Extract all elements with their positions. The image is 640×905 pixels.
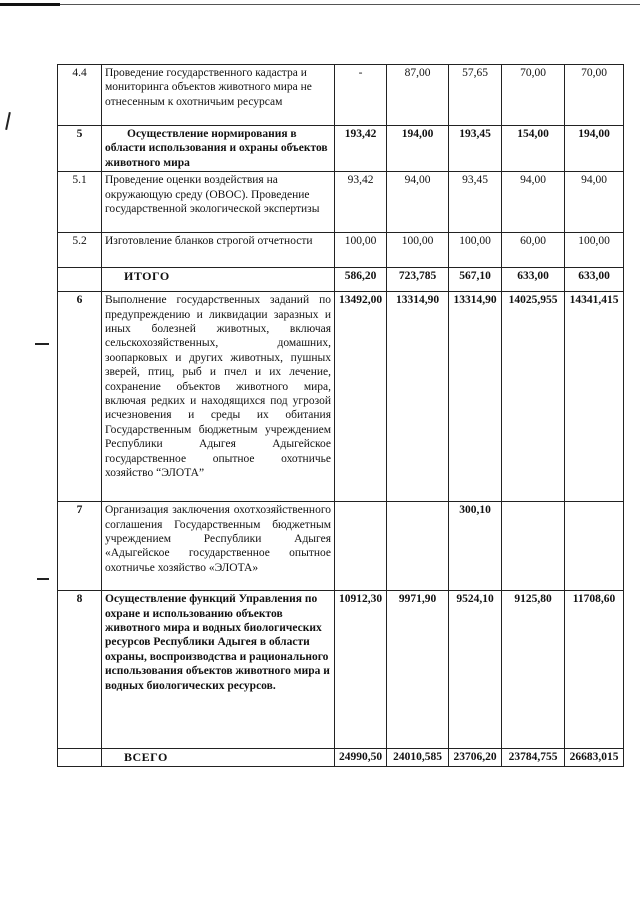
value-cell: 194,00 (565, 126, 624, 172)
value-cell: 70,00 (502, 65, 565, 126)
value-cell: 586,20 (335, 268, 387, 292)
row-description: Осуществление функций Управления по охране и использованию объектов животного мира и водных биологических ресурсов Республики Адыгея в области охраны, воспроизводства и рационального использования объектов животного мира и водных биологических ресурсов. (102, 591, 335, 749)
value-cell: 194,00 (387, 126, 449, 172)
value-cell: 193,45 (449, 126, 502, 172)
table-row (58, 172, 624, 233)
table-row (58, 292, 624, 502)
subtotal-row (58, 268, 624, 292)
value-cell: 26683,015 (565, 749, 624, 766)
value-cell: 13314,90 (449, 292, 502, 502)
value-cell: 93,42 (335, 172, 387, 233)
value-cell: 154,00 (502, 126, 565, 172)
scan-top-rule (0, 3, 60, 6)
value-cell: 9524,10 (449, 591, 502, 749)
value-cell: 94,00 (502, 172, 565, 233)
row-code (58, 268, 102, 292)
value-cell: 93,45 (449, 172, 502, 233)
value-cell: 24990,50 (335, 749, 387, 766)
subtotal-label: ИТОГО (102, 268, 335, 292)
scan-artifact-mark (35, 343, 49, 345)
value-cell: 100,00 (335, 233, 387, 268)
total-label: ВСЕГО (102, 749, 335, 766)
total-row (58, 749, 624, 766)
scan-artifact-mark (5, 112, 11, 130)
row-code: 5 (58, 126, 102, 172)
table-row (58, 502, 624, 591)
value-cell: 300,10 (449, 502, 502, 591)
row-code: 8 (58, 591, 102, 749)
value-cell (335, 502, 387, 591)
table-row (58, 233, 624, 268)
value-cell: 60,00 (502, 233, 565, 268)
row-code: 4.4 (58, 65, 102, 126)
row-description: Выполнение государственных заданий по предупреждению и ликвидации заразных и иных болезней животных, включая сельскохозяйственных, домашних, зоопарковых и других животных, пушных зверей, птиц, рыб и пчел и их лечение, сохранение объектов животного мира, включая редких и находящихся под угрозой исчезновения и среды их обитания Государственным бюджетным учреждением Республики Адыгея Адыгейское государственное опытное охотничье хозяйство “ЭЛОТА” (102, 292, 335, 502)
value-cell (565, 502, 624, 591)
value-cell: 9125,80 (502, 591, 565, 749)
value-cell: 94,00 (387, 172, 449, 233)
value-cell (387, 502, 449, 591)
row-code: 5.2 (58, 233, 102, 268)
table-row (58, 591, 624, 749)
value-cell: 57,65 (449, 65, 502, 126)
value-cell: 24010,585 (387, 749, 449, 766)
value-cell: 100,00 (449, 233, 502, 268)
value-cell: 11708,60 (565, 591, 624, 749)
value-cell: 10912,30 (335, 591, 387, 749)
value-cell: 633,00 (502, 268, 565, 292)
value-cell (502, 502, 565, 591)
value-cell: 23706,20 (449, 749, 502, 766)
value-cell: 23784,755 (502, 749, 565, 766)
value-cell: 633,00 (565, 268, 624, 292)
value-cell: 94,00 (565, 172, 624, 233)
value-cell: 70,00 (565, 65, 624, 126)
table-row (58, 126, 624, 172)
row-description: Организация заключения охотхозяйственного соглашения Государственным бюджетным учреждением Республики Адыгея «Адыгейское государственное опытное охотничье хозяйство «ЭЛОТА» (102, 502, 335, 591)
value-cell: 87,00 (387, 65, 449, 126)
row-code (58, 749, 102, 766)
table-row (58, 65, 624, 126)
value-cell: 14025,955 (502, 292, 565, 502)
row-code: 7 (58, 502, 102, 591)
row-description: Изготовление бланков строгой отчетности (102, 233, 335, 268)
value-cell: 100,00 (387, 233, 449, 268)
value-cell: 14341,415 (565, 292, 624, 502)
row-code: 5.1 (58, 172, 102, 233)
row-description: Осуществление нормирования в области использования и охраны объектов животного мира (102, 126, 335, 172)
row-code: 6 (58, 292, 102, 502)
row-description: Проведение оценки воздействия на окружающую среду (ОВОС). Проведение государственной экологической экспертизы (102, 172, 335, 233)
value-cell: 9971,90 (387, 591, 449, 749)
budget-table (57, 64, 624, 767)
value-cell: 100,00 (565, 233, 624, 268)
value-cell: - (335, 65, 387, 126)
value-cell: 13492,00 (335, 292, 387, 502)
value-cell: 567,10 (449, 268, 502, 292)
scan-top-line (60, 4, 640, 5)
value-cell: 13314,90 (387, 292, 449, 502)
value-cell: 193,42 (335, 126, 387, 172)
row-description: Проведение государственного кадастра и мониторинга объектов животного мира не отнесенным к охотничьим ресурсам (102, 65, 335, 126)
scan-artifact-mark (37, 578, 49, 580)
value-cell: 723,785 (387, 268, 449, 292)
